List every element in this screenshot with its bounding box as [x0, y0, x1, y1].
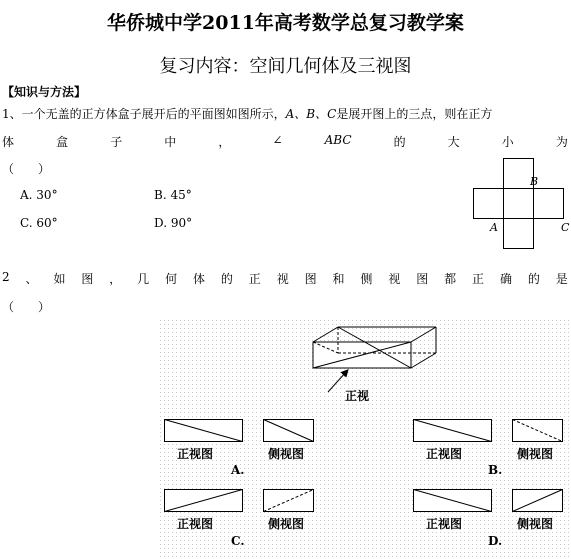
q1-option-b[interactable]: B. 45°	[154, 188, 192, 202]
point-c-label: C	[561, 221, 570, 234]
q2-token: 的	[527, 272, 540, 286]
q1-token: ∠	[272, 133, 283, 147]
front-view-label: 正视图	[426, 447, 463, 461]
q1-line2	[2, 133, 568, 150]
option-d-label[interactable]: D.	[488, 534, 503, 548]
front-view-label: 正视图	[177, 447, 214, 461]
option-c-views[interactable]	[165, 490, 314, 512]
net-square	[474, 189, 504, 219]
net-square	[504, 159, 534, 189]
option-a-label[interactable]: A.	[231, 463, 245, 477]
q2-token: ，	[109, 272, 122, 286]
side-view-label: 侧视图	[517, 447, 554, 461]
option-b-label[interactable]: B.	[488, 463, 503, 477]
option-c-label[interactable]: C.	[231, 534, 245, 548]
q1-token: ABC	[324, 133, 352, 147]
three-view-figure	[158, 320, 571, 559]
cube-net-figure	[458, 150, 571, 254]
front-view-label: 正视图	[426, 517, 463, 531]
section-heading: 【知识与方法】	[2, 85, 87, 99]
side-view-label: 侧视图	[517, 517, 554, 531]
net-square	[504, 219, 534, 249]
q2-line1	[2, 270, 568, 287]
q1-token: 体	[2, 135, 15, 149]
side-view-label: 侧视图	[268, 517, 305, 531]
q2-token: 是	[555, 272, 568, 286]
page-title: 华侨城中学2011年高考数学总复习教学案	[107, 12, 464, 34]
q1-line1-points: A、B、C	[285, 107, 337, 121]
q1-line1-prefix: 1、一个无盖的正方体盒子展开后的平面图如图所示，	[2, 107, 286, 121]
q2-token: 体	[192, 272, 205, 286]
q2-token: 几	[137, 272, 150, 286]
q1-token: 子	[110, 135, 123, 149]
q2-token: 侧	[360, 272, 373, 286]
net-square	[534, 189, 564, 219]
q1-token: 小	[501, 135, 514, 149]
point-b-label: B	[530, 175, 539, 188]
q2-token: 图	[304, 272, 317, 286]
q2-token: 何	[165, 272, 178, 286]
q1-token: 大	[447, 135, 460, 149]
option-b-views[interactable]	[414, 420, 563, 442]
point-a-label: A	[490, 221, 498, 234]
q2-token: 正	[472, 272, 485, 286]
q2-token: 图	[416, 272, 429, 286]
q2-token: 如	[53, 272, 66, 286]
q1-blank: （ ）	[2, 162, 51, 176]
q2-token: 和	[332, 272, 345, 286]
main-view-label: 正视	[345, 389, 370, 403]
option-a-views[interactable]	[165, 420, 314, 442]
q1-option-c[interactable]: C. 60°	[20, 216, 58, 230]
q1-token: 盒	[56, 135, 69, 149]
q1-token: 为	[555, 135, 568, 149]
net-square	[504, 189, 534, 219]
q2-blank: （ ）	[2, 300, 51, 314]
q1-token: 的	[393, 135, 406, 149]
q2-token: 确	[499, 272, 512, 286]
q2-token: 图	[81, 272, 94, 286]
front-view-label: 正视图	[177, 517, 214, 531]
q1-line1-suffix: 是展开图上的三点，则在正方	[336, 107, 493, 121]
option-d-views[interactable]	[414, 490, 563, 512]
q2-token: 2	[2, 270, 10, 284]
q2-token: 正	[248, 272, 261, 286]
q2-token: 视	[388, 272, 401, 286]
q2-token: 都	[444, 272, 457, 286]
q1-line1	[2, 105, 492, 122]
q2-token: 、	[25, 272, 38, 286]
q1-token: ，	[218, 135, 231, 149]
page-subtitle: 复习内容：空间几何体及三视图	[159, 56, 412, 77]
side-view-label: 侧视图	[268, 447, 305, 461]
q1-token: 中	[164, 135, 177, 149]
q2-token: 视	[276, 272, 289, 286]
q1-option-a[interactable]: A. 30°	[20, 188, 58, 202]
q1-option-d[interactable]: D. 90°	[154, 216, 193, 230]
q2-token: 的	[220, 272, 233, 286]
